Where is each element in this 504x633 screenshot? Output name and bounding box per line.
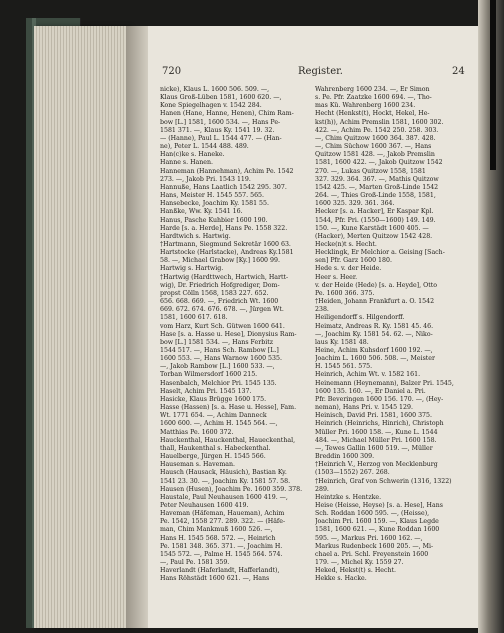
register-line: Hanneman (Hannehman), Achim Pe. 1542 xyxy=(160,167,294,175)
register-line: 58. —, Michael Grabow [Ky.] 1600 99. xyxy=(160,257,280,265)
register-line: —, Jakob Rambow [L.] 1600 533. —, xyxy=(160,363,275,371)
register-line: Hauseman s. Haveman. xyxy=(160,461,236,469)
register-line: 1600 325. 329. 361. 364. xyxy=(315,200,395,208)
register-line: — (Hanne), Paul L. 1544 477. — (Han- xyxy=(160,134,282,142)
register-line: Hans, Meister H. 1545 557. 565. xyxy=(160,192,265,200)
register-line: (Hacker), Merten Quitzow 1542 428. xyxy=(315,232,433,240)
register-line: 595. —, Markus Pri. 1600 162. —, xyxy=(315,534,423,542)
register-line: wig), Dr. Friedrich Hofgrediger, Dom- xyxy=(160,281,280,289)
register-line: Hansebecke, Joachim Ky. 1581 55. xyxy=(160,200,269,208)
register-line: laus Ky. 1581 48. xyxy=(315,338,369,346)
register-line: 289. xyxy=(315,485,329,493)
register-line: Markus Rudenbeck 1600 205. —, Mi- xyxy=(315,542,434,550)
register-line: 1581, 1600 621. —, Kune Roddan 1600 xyxy=(315,526,440,534)
register-line: †Hartmann, Siegmund Sekretär 1600 63. xyxy=(160,240,291,248)
register-line: s. Pe. Pfr. Zaatzke 1600 694. —, Tho- xyxy=(315,94,432,102)
register-line: 238. xyxy=(315,306,329,314)
register-line: Hanßke, Ww. Ky. 1541 16. xyxy=(160,208,243,216)
register-line: Matthias Pe. 1600 372. xyxy=(160,428,234,436)
register-line: †Heiden, Johann Frankfurt a. O. 1542 xyxy=(315,298,435,306)
register-line: †Heinrich V., Herzog von Mecklenburg xyxy=(315,461,438,469)
register-line: Hauckenthal, Hauckenthal, Haueckenthal, xyxy=(160,436,296,444)
register-line: Haveman (Häfeman, Haueman), Achim xyxy=(160,510,285,518)
register-line: —, Paul Pe. 1581 359. xyxy=(160,559,230,567)
register-line: Joachim Pri. 1600 159. —, Klaus Legde xyxy=(315,518,439,526)
register-line: Müller Pri. 1600 158. —, Kune L. 1544 xyxy=(315,428,438,436)
register-line: Pe. 1600 366. 375. xyxy=(315,289,375,297)
page-number: 720 xyxy=(162,66,182,77)
register-line: Hecker [s. a. Hacker], Er Kaspar Kpl. xyxy=(315,208,434,216)
register-line: 1581, 1600 617. 618. xyxy=(160,314,228,322)
register-line: Hekke s. Hacke. xyxy=(315,575,367,583)
register-line: 1600 600. —, Achim H. 1545 564. —, xyxy=(160,420,278,428)
register-line: Peter Neuhausen 1600 419. xyxy=(160,501,249,509)
register-line: Hase [s. a. Hasse u. Hese], Dionysius Ram- xyxy=(160,330,297,338)
register-line: Klaus Groß-Lüben 1581, 1600 620. —, xyxy=(160,94,282,102)
register-line: Hede s. v. der Heide. xyxy=(315,265,382,273)
register-line: †Heinrich, Graf von Schwerin (1316, 1322) xyxy=(315,477,452,485)
register-line: †Hartwig (Hardttwech, Hartwich, Hartt- xyxy=(160,273,289,281)
register-line: 1581 371. —, Klaus Ky. 1541 19. 32. xyxy=(160,126,275,134)
register-line: v. der Heide (Hede) [s. a. Heyde], Otto xyxy=(315,281,438,289)
register-line: 1541 23. 30. —, Joachim Ky. 1581 57. 58. xyxy=(160,477,291,485)
running-head xyxy=(158,66,470,80)
register-line: Heiligendorff s. Hilgendorff. xyxy=(315,314,405,322)
register-column-left xyxy=(160,86,310,584)
register-line: Hanne s. Hanen. xyxy=(160,159,214,167)
register-line: 484. —, Michael Müller Pri. 1600 158. xyxy=(315,436,437,444)
register-line: Haustale, Paul Neuhausen 1600 419. —, xyxy=(160,493,288,501)
register-line: Han(c)ke s. Haneke. xyxy=(160,151,225,159)
register-line: Heinemann (Heynemann), Balzer Pri. 1545, xyxy=(315,379,454,387)
register-line: —, Tewes Gallin 1600 519. —, Müller xyxy=(315,444,433,452)
register-line: Hartwig s. Hartwig. xyxy=(160,265,224,273)
register-line: Harde [s. a. Herde], Hans Pe. 1558 322. xyxy=(160,224,288,232)
register-line: Haselt, Achim Pri. 1545 137. xyxy=(160,387,252,395)
page-edges xyxy=(34,26,130,628)
register-line: —, Chim Quitzow 1600 364. 387. 428. xyxy=(315,134,436,142)
register-line: Wt. 1771 654. —, Achim Danneck xyxy=(160,412,267,420)
register-line: bow [L.] 1581 534. —, Hans Ferbitz xyxy=(160,338,274,346)
register-line: vom Harz, Kurt Sch. Gütwen 1600 641. xyxy=(160,322,285,330)
register-line: Heinrich, Achim Wt. v. 1582 161. xyxy=(315,371,421,379)
register-line: Hans H. 1545 568. 572. —, Heinrich xyxy=(160,534,276,542)
register-line: bow [L.] 1581, 1600 534. —, Hans Pe- xyxy=(160,118,281,126)
register-line: Hanus, Pasche Kuhbier 1600 190. xyxy=(160,216,268,224)
register-line: Hanen (Hane, Hanne, Henen), Chim Ram- xyxy=(160,110,294,118)
register-line: Heer s. Heer. xyxy=(315,273,358,281)
register-line: Pe. 1542, 1558 277. 289. 322. — (Häfe- xyxy=(160,518,286,526)
register-line: 327. 329. 364. 367. —, Mathis Quitzow xyxy=(315,175,439,183)
register-line: Quitzow 1581 428. —, Jakob Premslin xyxy=(315,151,435,159)
register-line: Wahrenberg 1600 234. —, Er Simon xyxy=(315,86,430,93)
register-line: Hasse (Hassen) [s. a. Hase u. Hesse], Fam. xyxy=(160,404,297,412)
register-line: Heinrich (Heinrichs, Hinrich), Christoph xyxy=(315,420,444,428)
register-line: 1542 425. —, Marten Groß-Linde 1542 xyxy=(315,183,439,191)
register-line: 273. —, Jakob Pri. 1543 119. xyxy=(160,175,251,183)
register-line: Hauelberge, Jürgen H. 1545 566. xyxy=(160,453,266,461)
register-line: Hartstocke (Harlstacke), Andreas Ky.1581 xyxy=(160,249,294,257)
register-line: 1600 553. —, Hans Warnow 1600 535. xyxy=(160,355,282,363)
register-line: Heine, Achim Kuhsdorf 1600 192. —, xyxy=(315,347,433,354)
register-line: Hausch (Hausack, Häusich), Bastian Ky. xyxy=(160,469,287,477)
register-line: Heked, Hekst(t) s. Hecht. xyxy=(315,567,396,575)
register-line: Hardtwich s. Hartwig. xyxy=(160,232,231,240)
register-line: 656. 668. 669. —, Friedrich Wt. 1600 xyxy=(160,298,279,306)
right-page-marker: 24 xyxy=(452,66,465,77)
register-line: 1544 517. —, Hans Sch. Rambow [L.] xyxy=(160,347,279,354)
register-line: Hasenbalch, Melchior Pri. 1545 135. xyxy=(160,379,277,387)
register-line: 264. —, Thies Groß-Linde 1558, 1581, xyxy=(315,192,436,200)
scanner-bar xyxy=(490,0,496,170)
register-line: Torban Wilmersdorf 1600 215. xyxy=(160,371,258,379)
register-line: 1544, Pfr. Pri. (1550—1600) 149. 149. xyxy=(315,216,436,224)
register-line: Heintzke s. Hentzke. xyxy=(315,493,382,501)
register-line: Hannuße, Hans Laatlich 1542 295. 307. xyxy=(160,183,287,191)
register-line: 179. —, Michel Ky. 1559 27. xyxy=(315,559,404,567)
register-line: nicke), Klaus L. 1600 506. 509. —, xyxy=(160,86,270,93)
register-line: 1545 572. —, Palme H. 1545 564. 574. xyxy=(160,550,283,558)
register-line: —, Joachim Ky. 1581 54. 62. —, Niko- xyxy=(315,330,433,338)
page-header-title: Register. xyxy=(298,66,343,77)
register-line: thall, Haukenthal s. Habeckenthal. xyxy=(160,444,271,452)
register-line: 422. —, Achim Pe. 1542 250. 258. 303. xyxy=(315,126,439,134)
register-line: Hecht (Henkst(t), Hockt, Hekel, He- xyxy=(315,110,430,118)
register-line: Pfr. Beveringen 1600 156. 170. —, (Hey- xyxy=(315,395,444,403)
register-line: 669. 672. 674. 676. 678. —, Jürgen Wt. xyxy=(160,306,284,314)
register-line: ne), Peter L. 1544 488. 489. xyxy=(160,143,249,151)
register-line: Pe. 1581 348. 365. 371. —, Joachim H. xyxy=(160,542,283,550)
register-line: Sch. Roddan 1600 595. —, (Heisse), xyxy=(315,510,430,518)
register-line: sen] Pfr. Garz 1600 180. xyxy=(315,257,392,265)
register-line: 1581, 1600 422. —, Jakob Quitzow 1542 xyxy=(315,159,443,167)
register-line: 270. —, Lukas Quitzow 1558, 1581 xyxy=(315,167,426,175)
register-line: Hausen (Husen), Joachim Pe. 1600 359. 378. xyxy=(160,485,303,493)
register-line: kst(h)), Achim Premslin 1581, 1600 302. xyxy=(315,118,444,126)
register-line: Heise (Heisse, Heyse) [s. a. Hese], Hans xyxy=(315,501,443,509)
register-line: man, Chim Mankmuß 1600 526. —, xyxy=(160,526,273,534)
register-line: Hans Röhstädt 1600 621. —, Hans xyxy=(160,575,270,583)
register-line: chael a. Pri. Schl. Freyenstein 1600 xyxy=(315,550,429,558)
register-line: propst Cölln 1568, 1583 227. 652. xyxy=(160,289,269,297)
register-line: Hasicke, Klaus Brügge 1600 175. xyxy=(160,395,267,403)
register-column-right xyxy=(315,86,465,584)
register-line: Hecklingk, Er Melchior a. Geising [Sach- xyxy=(315,249,445,257)
register-line: Haverlandt (Haferlandt, Hafferlandt), xyxy=(160,567,280,575)
register-line: Hecke(n)t s. Hecht. xyxy=(315,240,377,248)
register-line: 1600 135. 160. —, Er Daniel a. Pri. xyxy=(315,387,426,395)
register-line: H. 1545 561. 575. xyxy=(315,363,373,371)
register-line: Joachim L. 1600 506. 508. —, Meister xyxy=(315,355,435,363)
register-line: Heinisch, David Pri. 1581, 1600 375. xyxy=(315,412,432,420)
register-line: 150. —, Kune Karstädt 1600 405. — xyxy=(315,224,429,232)
register-line: neman), Hans Pri. v. 1545 129. xyxy=(315,404,413,412)
register-line: Kone Spiegelhagen v. 1542 284. xyxy=(160,102,262,110)
register-line: (1503—1552) 267. 268. xyxy=(315,469,390,477)
register-line: Breddin 1600 309. xyxy=(315,453,375,461)
register-line: —, Chim Süchow 1600 367. —, Hans xyxy=(315,143,432,151)
register-line: Heimatz, Andreas R. Ky. 1581 45. 46. xyxy=(315,322,434,330)
register-line: mas Kü. Wahrenberg 1600 234. xyxy=(315,102,416,110)
